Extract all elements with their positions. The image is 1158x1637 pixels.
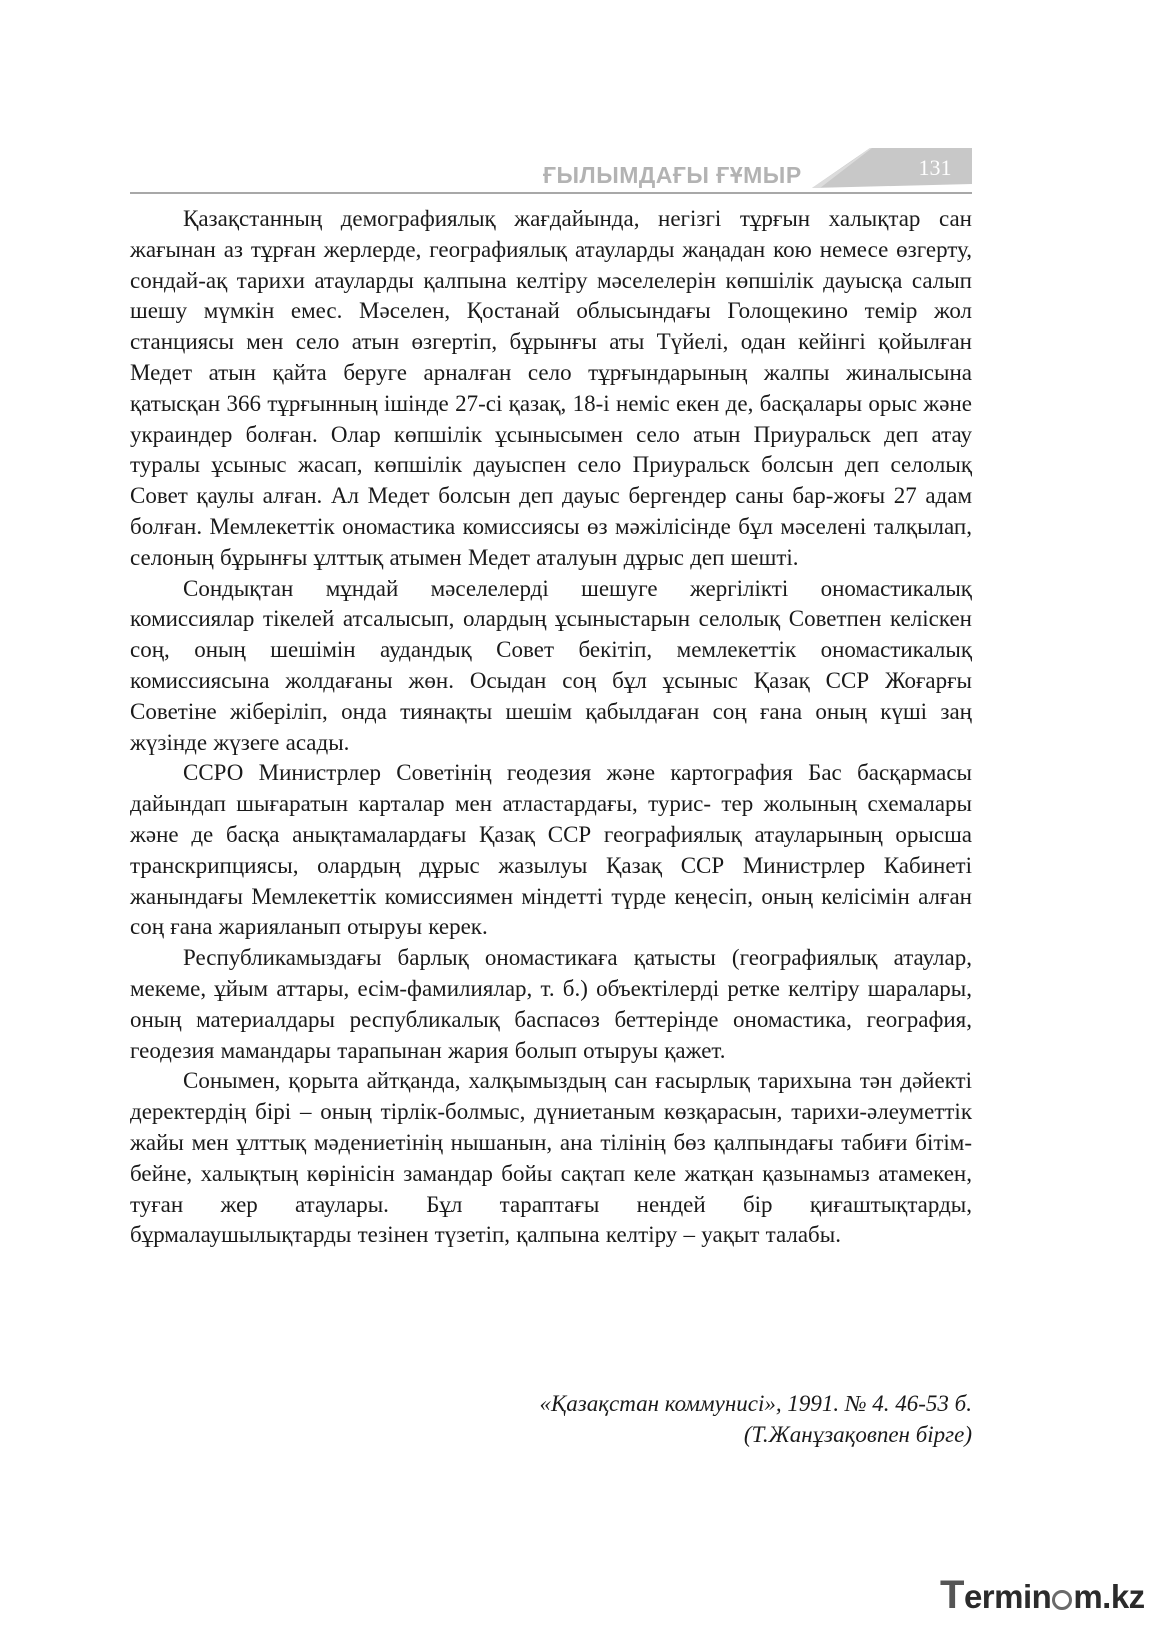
source-attribution bbox=[400, 1388, 972, 1450]
watermark-part2: m.kz bbox=[1073, 1578, 1145, 1615]
paragraph-5: Сонымен, қорыта айтқанда, халқымыздың сан ғасырлық тарихына тән дәйекті деректердің бірі – оның тірлік-болмыс, дүниетаным көзқарасын, тарихи-әлеуметтік жайы мен ұлттық мәдениетінің нышанын, ана тілінің бөз қалпындағы табиғи бітім-бейне, халықтың көрінісін замандар бойы сақтап келе жатқан қазынамыз атамекен, туған жер атаулары. Бұл тараптағы нендей бір қиғаштықтарды, бұрмалаушылықтарды тезінен түзетіп, қалпына келтіру – уақыт талабы. bbox=[130, 1068, 972, 1248]
paragraph-4: Республикамыздағы барлық ономастикаға қатысты (географиялық атаулар, мекеме, ұйым аттары, есім-фамилиялар, т. б.) объектілерді ретке келтіру шаралары, оның материалдары республикалық баспасөз беттерінде ономастика, география, геодезия мамандары тарапынан жария болып отыруы қажет. bbox=[130, 945, 972, 1063]
watermark-o-circle-icon bbox=[1052, 1590, 1072, 1610]
source-citation: «Қазақстан коммунисі», 1991. № 4. 46-53 б. bbox=[539, 1391, 972, 1416]
paragraph-1: Қазақстанның демографиялық жағдайында, негізгі тұрғын халықтар сан жағынан аз тұрған жерлерде, географиялық атауларды жаңадан кою немесе өзгерту, сондай-ақ тарихи атауларды қалпына келтіру мәселелерін көпшілік дауысқа салып шешу мүмкін емес. Мәселен, Қостанай облысындағы Голощекино темір жол станциясы мен село атын өзгертіп, бұрынғы аты Түйелі, одан кейінгі қойылған Медет атын қайта беруге арналған село тұрғындарының жалпы жиналысына қатысқан 366 тұрғынның ішінде 27-сі қазақ, 18-і неміс екен де, басқалары орыс және украиндер болған. Олар көпшілік ұсынысымен село атын Приуральск деп атау туралы ұсыныс жасап, көпшілік дауыспен село Приуральск болсын деп селолық Совет қаулы алған. Ал Медет болсын деп дауыс бергендер саны бар-жоғы 27 адам болған. Мемлекеттік ономастика комиссиясы өз мәжілісінде бұл мәселені талқылап, селоның бұрынғы ұлттық атымен Медет аталуын дұрыс деп шешті. bbox=[130, 206, 972, 570]
header-rule bbox=[130, 192, 972, 194]
source-coauthor: (Т.Жанұзақовпен бірге) bbox=[743, 1422, 972, 1447]
section-title: ҒЫЛЫМДАҒЫ ҒҰМЫР bbox=[543, 162, 802, 188]
page-number: 131 bbox=[918, 155, 952, 180]
paragraph-2: Сондықтан мұндай мәселелерді шешуге жергілікті ономастикалық комиссиялар тікелей атсалысып, олардың ұсыныстарын селолық Советпен келіскен соң, оның шешімін аудандық Совет бекітіп, мемлекеттік ономастикалық комиссиясына жолдағаны жөн. Осыдан соң бұл ұсыныс Қазақ ССР Жоғарғы Советіне жіберіліп, онда тиянақты шешім қабылдаған соң ғана оның күші заң жүзінде жүзеге асады. bbox=[130, 575, 972, 755]
paragraph-3: ССРО Министрлер Советінің геодезия және картография Бас басқармасы дайындап шығаратын карталар мен атластардағы, турис- тер жолының схемалары және де басқа анықтамалардағы Қазақ ССР географиялық атауларының орысша транскрипциясы, олардың дұрыс жазылуы Қазақ ССР Министрлер Кабинеті жанындағы Мемлекеттік комиссиямен міндетті түрде кеңесіп, оның келісімін алған соң ғана жарияланып отыруы керек. bbox=[130, 760, 972, 940]
watermark-t: T bbox=[940, 1573, 964, 1617]
watermark-part1: ermin bbox=[963, 1578, 1052, 1615]
body-text bbox=[130, 204, 972, 1251]
termincom-watermark bbox=[940, 1573, 1145, 1618]
